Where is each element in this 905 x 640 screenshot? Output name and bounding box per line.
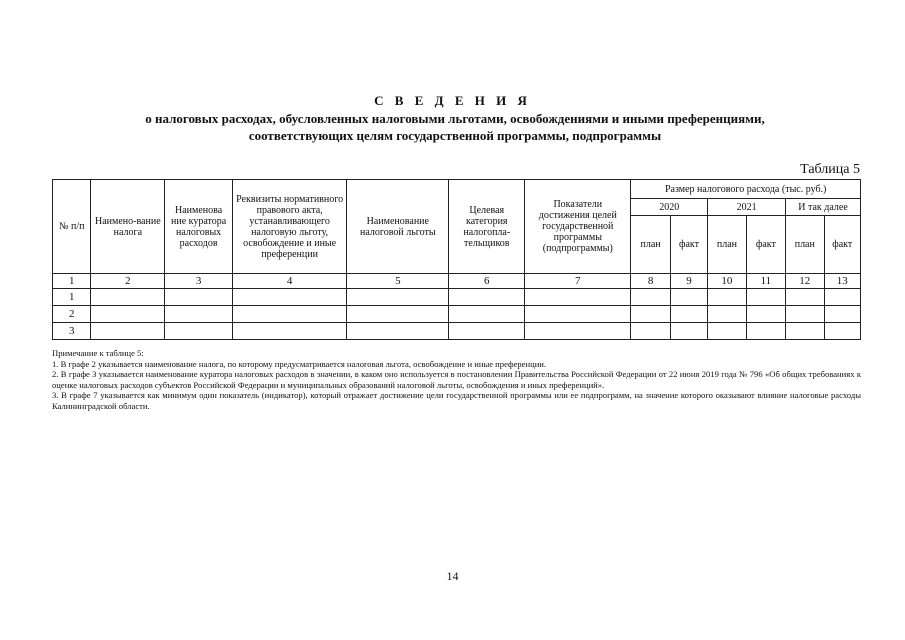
row-number: 1 bbox=[53, 289, 91, 306]
subtitle-line-2: соответствующих целям государственной программы, подпрограммы bbox=[248, 128, 662, 143]
table-cell bbox=[525, 323, 631, 340]
header-plan-2020: план bbox=[631, 216, 670, 274]
table-cell bbox=[746, 306, 785, 323]
table-cell bbox=[232, 323, 346, 340]
note-item-3: 3. В графе 7 указывается как минимум один показатель (индикатор), который отражает достижение цели государственной программы или ее подпрограмм, на значение которого оказывают влияние налоговые расходы Калининградской области. bbox=[52, 390, 861, 411]
header-fact-later: факт bbox=[824, 216, 861, 274]
column-number: 5 bbox=[347, 274, 449, 289]
header-year-2020: 2020 bbox=[631, 199, 708, 216]
table-cell bbox=[746, 289, 785, 306]
table-cell bbox=[91, 323, 165, 340]
table-cell bbox=[631, 323, 670, 340]
table-cell bbox=[232, 306, 346, 323]
table-cell bbox=[708, 289, 746, 306]
table-cell bbox=[824, 289, 861, 306]
page-number: 14 bbox=[446, 569, 459, 583]
table-cell bbox=[525, 289, 631, 306]
column-number: 9 bbox=[670, 274, 707, 289]
table-cell bbox=[91, 306, 165, 323]
table-cell bbox=[525, 306, 631, 323]
header-indicators: Показатели достижения целей государственной программы (подпрограммы) bbox=[525, 180, 631, 274]
column-number: 10 bbox=[708, 274, 746, 289]
column-number: 3 bbox=[165, 274, 233, 289]
header-year-2021: 2021 bbox=[708, 199, 786, 216]
table-cell bbox=[824, 306, 861, 323]
table-cell bbox=[631, 289, 670, 306]
column-number-row bbox=[53, 274, 861, 289]
table-cell bbox=[670, 306, 707, 323]
table-cell bbox=[347, 289, 449, 306]
table-cell bbox=[670, 323, 707, 340]
table-cell bbox=[631, 306, 670, 323]
header-curator: Наименова ние куратора налоговых расходов bbox=[165, 180, 233, 274]
note-item-2: 2. В графе 3 указывается наименование куратора налоговых расходов в значении, в каком оно используется в постановлении Правительства Российской Федерации от 22 июня 2019 года № 796 «Об общих требованиях к оценке налоговых расходов субъектов Российской Федерации и муниципальных образований налоговой льготы, освобождения и иных преференций». bbox=[52, 369, 861, 390]
header-tax-name: Наимено-вание налога bbox=[91, 180, 165, 274]
table-cell bbox=[91, 289, 165, 306]
table-cell bbox=[449, 323, 525, 340]
column-number: 2 bbox=[91, 274, 165, 289]
row-number: 3 bbox=[53, 323, 91, 340]
table-cell bbox=[165, 289, 233, 306]
table-row bbox=[53, 289, 861, 306]
header-plan-2021: план bbox=[708, 216, 746, 274]
notes-heading: Примечание к таблице 5: bbox=[52, 348, 144, 358]
table-cell bbox=[786, 323, 824, 340]
table-cell bbox=[165, 323, 233, 340]
table-row bbox=[53, 323, 861, 340]
document-title: С В Е Д Е Н И Я bbox=[374, 93, 531, 108]
table-notes bbox=[52, 348, 861, 412]
table-cell bbox=[708, 323, 746, 340]
table-label: Таблица 5 bbox=[800, 162, 860, 177]
table-cell bbox=[347, 323, 449, 340]
column-number: 7 bbox=[525, 274, 631, 289]
column-number: 8 bbox=[631, 274, 670, 289]
table-cell bbox=[670, 289, 707, 306]
table-cell bbox=[786, 289, 824, 306]
column-number: 11 bbox=[746, 274, 785, 289]
header-plan-later: план bbox=[786, 216, 824, 274]
column-number: 4 bbox=[232, 274, 346, 289]
tax-expenditure-table bbox=[52, 179, 861, 340]
row-number: 2 bbox=[53, 306, 91, 323]
header-requisites: Реквизиты нормативного правового акта, устанавливающего налоговую льготу, освобождение и иные преференции bbox=[232, 180, 346, 274]
table-cell bbox=[746, 323, 785, 340]
subtitle-line-1: о налоговых расходах, обусловленных налоговыми льготами, освобождениями и иными преференциями, bbox=[145, 111, 765, 126]
column-number: 12 bbox=[786, 274, 824, 289]
header-benefit-name: Наименование налоговой льготы bbox=[347, 180, 449, 274]
table-cell bbox=[165, 306, 233, 323]
table-cell bbox=[347, 306, 449, 323]
column-number: 13 bbox=[824, 274, 861, 289]
header-year-later: И так далее bbox=[786, 199, 861, 216]
table-cell bbox=[708, 306, 746, 323]
column-number: 1 bbox=[53, 274, 91, 289]
header-fact-2021: факт bbox=[746, 216, 785, 274]
note-item-1: 1. В графе 2 указывается наименование налога, по которому предусматривается налоговая льгота, освобождение и иные преференции. bbox=[52, 358, 547, 369]
header-target-category: Целевая категория налогопла-тельщиков bbox=[449, 180, 525, 274]
table-cell bbox=[449, 289, 525, 306]
header-fact-2020: факт bbox=[670, 216, 707, 274]
document-subtitle bbox=[60, 110, 850, 144]
table-cell bbox=[824, 323, 861, 340]
table-cell bbox=[449, 306, 525, 323]
table-cell bbox=[232, 289, 346, 306]
column-number: 6 bbox=[449, 274, 525, 289]
header-num: № п/п bbox=[53, 180, 91, 274]
table-cell bbox=[786, 306, 824, 323]
table-row bbox=[53, 306, 861, 323]
header-size-group: Размер налогового расхода (тыс. руб.) bbox=[631, 180, 861, 199]
